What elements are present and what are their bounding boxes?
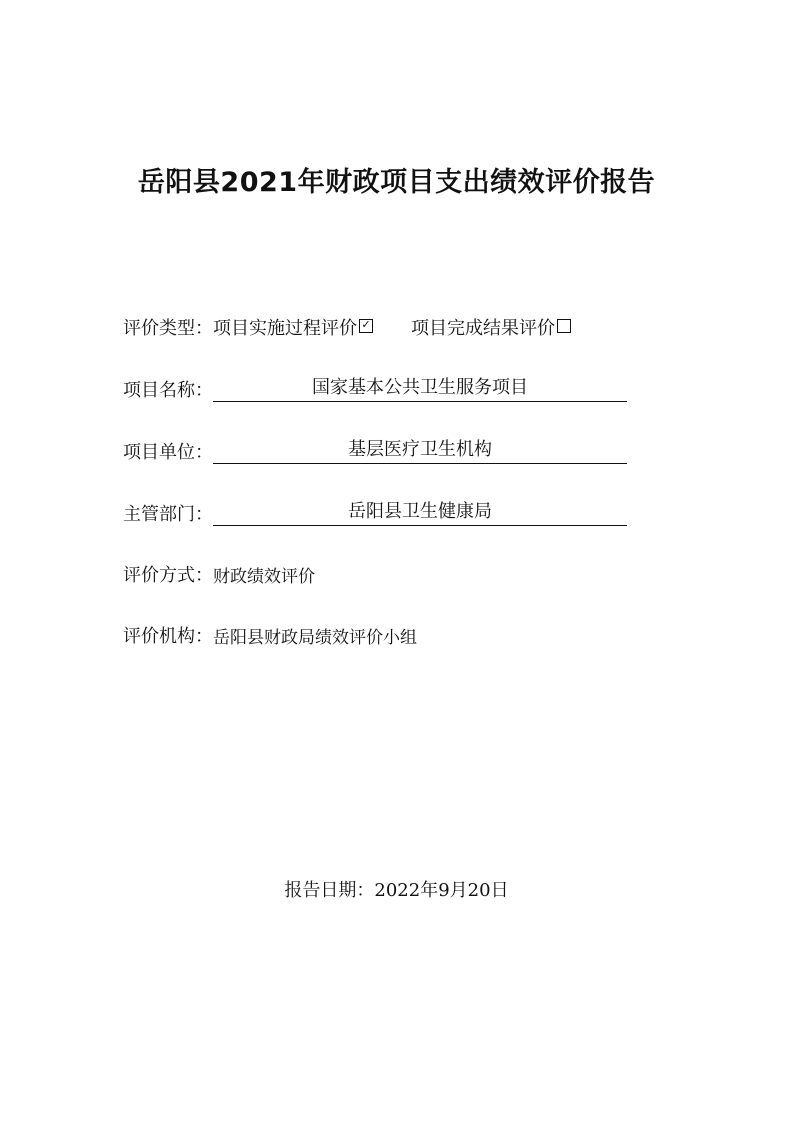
project-name-row	[123, 370, 627, 402]
project-unit-label: 项目单位：	[123, 442, 213, 463]
process-eval-checkbox[interactable]	[359, 319, 373, 333]
result-eval-label: 项目完成结果评价	[411, 318, 555, 339]
result-eval-option[interactable]	[411, 314, 571, 340]
eval-org-label: 评价机构：	[123, 626, 213, 647]
process-eval-label: 项目实施过程评价	[213, 318, 357, 339]
report-date: 报告日期：2022年9月20日	[284, 880, 509, 901]
project-unit-value: 基层医疗卫生机构	[213, 435, 627, 464]
eval-type-row	[123, 308, 571, 340]
department-label: 主管部门：	[123, 504, 213, 525]
eval-type-label: 评价类型：	[123, 318, 213, 339]
eval-org-row	[123, 616, 417, 648]
project-unit-row	[123, 432, 627, 464]
result-eval-checkbox[interactable]	[557, 319, 571, 333]
eval-method-label: 评价方式：	[123, 565, 213, 586]
eval-org-value: 岳阳县财政局绩效评价小组	[213, 628, 417, 648]
report-title: 岳阳县2021年财政项目支出绩效评价报告	[137, 167, 656, 198]
eval-method-value: 财政绩效评价	[213, 567, 315, 587]
project-name-value: 国家基本公共卫生服务项目	[213, 373, 627, 402]
department-row	[123, 494, 627, 526]
eval-method-row	[123, 555, 315, 587]
department-value: 岳阳县卫生健康局	[213, 497, 627, 526]
process-eval-option[interactable]	[213, 314, 373, 340]
project-name-label: 项目名称：	[123, 380, 213, 401]
